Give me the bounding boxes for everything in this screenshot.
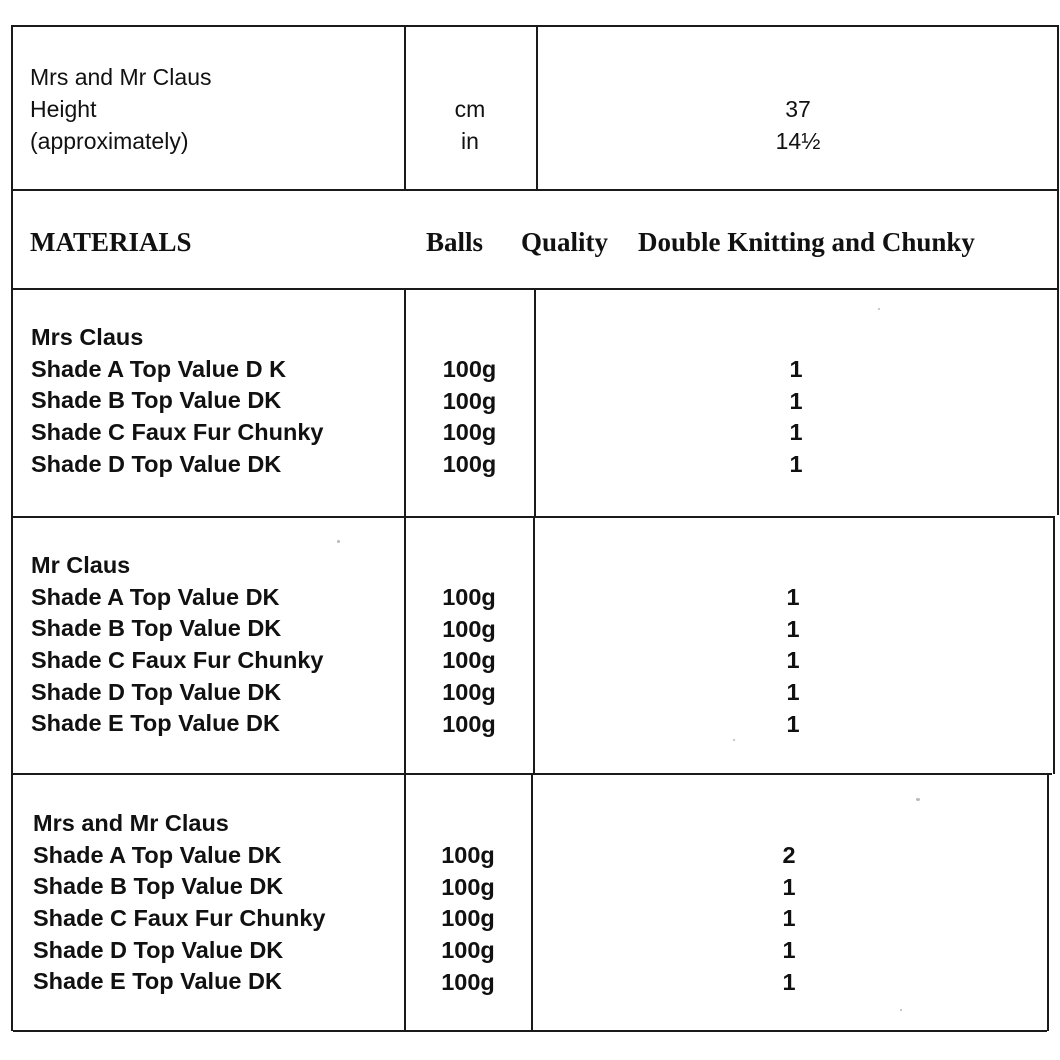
ball-weight: 100g [441, 968, 495, 995]
ball-weight: 100g [441, 842, 495, 868]
shade-name: Shade B Top Value DK [33, 873, 284, 900]
scan-speck [916, 798, 920, 801]
table-rule-after-size [11, 189, 1058, 191]
group-title: Mrs Claus [31, 324, 144, 350]
table-rule-bottom [13, 1030, 1047, 1032]
ball-weight: 100g [442, 710, 496, 737]
ball-weight: 100g [442, 451, 497, 478]
size-label-line: Mrs and Mr Claus [30, 64, 212, 90]
ball-count: 1 [786, 615, 800, 642]
ball-count: 1 [789, 451, 803, 478]
size-label [30, 61, 400, 157]
table-rule-right-lower [1053, 516, 1055, 774]
ball-count: 1 [786, 584, 800, 610]
shade-name: Shade D Top Value DK [31, 678, 282, 705]
size-values [538, 93, 1058, 157]
shade-name: Shade A Top Value DK [31, 583, 280, 610]
group-mrs-claus-shades [31, 322, 403, 480]
ball-weight: 100g [442, 615, 496, 642]
scan-speck [733, 739, 735, 741]
group-mrs-claus-counts [536, 354, 1056, 481]
scan-speck [878, 308, 880, 310]
ball-weight: 100g [441, 905, 495, 932]
ball-count: 1 [782, 905, 796, 932]
size-label-line: (approximately) [30, 128, 189, 154]
ball-count: 1 [782, 937, 796, 964]
shade-name: Shade C Faux Fur Chunky [31, 647, 324, 674]
ball-count: 2 [782, 842, 796, 868]
size-units [405, 93, 535, 157]
ball-weight: 100g [442, 647, 496, 674]
table-rule-left [11, 25, 13, 1031]
ball-count: 1 [782, 873, 796, 900]
ball-count: 1 [782, 968, 796, 995]
shade-name: Shade B Top Value DK [31, 387, 282, 414]
group-mrs-and-mr-claus-shades [33, 808, 403, 998]
scan-speck [900, 1009, 902, 1011]
group-title: Mrs and Mr Claus [33, 810, 229, 836]
group-title: Mr Claus [31, 552, 131, 578]
table-rule-top [11, 25, 1058, 27]
table-rule-right-bottom [1047, 773, 1049, 1031]
ball-weight: 100g [442, 356, 497, 382]
shade-name: Shade C Faux Fur Chunky [31, 419, 324, 446]
group-mrs-and-mr-claus-counts [532, 840, 1046, 998]
scan-speck [337, 540, 340, 543]
ball-count: 1 [786, 710, 800, 737]
materials-title: MATERIALS [30, 227, 192, 257]
group-mr-claus-counts [534, 582, 1052, 740]
group-mrs-and-mr-claus-weights [404, 840, 532, 998]
ball-count: 1 [786, 647, 800, 674]
shade-name: Shade B Top Value DK [31, 615, 282, 642]
shade-name: Shade A Top Value DK [33, 841, 282, 868]
shade-name: Shade C Faux Fur Chunky [33, 905, 326, 932]
size-value: 14½ [775, 128, 821, 154]
shade-name: Shade D Top Value DK [31, 450, 282, 477]
size-unit: cm [454, 96, 486, 122]
materials-yarn-heading: Double Knitting and Chunky [638, 227, 975, 257]
ball-count: 1 [789, 387, 803, 414]
materials-quality-heading: Quality [521, 227, 609, 257]
shade-name: Shade E Top Value DK [31, 710, 280, 737]
shade-name: Shade E Top Value DK [33, 968, 282, 995]
size-unit: in [461, 128, 479, 154]
size-value: 37 [785, 96, 811, 122]
group-mrs-claus-weights [405, 354, 534, 481]
ball-weight: 100g [442, 387, 497, 414]
shade-name: Shade A Top Value D K [31, 355, 287, 382]
size-label-line: Height [30, 96, 97, 122]
ball-count: 1 [786, 679, 800, 706]
materials-balls-heading: Balls [426, 227, 484, 257]
ball-weight: 100g [441, 873, 495, 900]
ball-count: 1 [789, 419, 803, 446]
ball-weight: 100g [442, 419, 497, 446]
group-mr-claus-shades [31, 550, 403, 740]
shade-name: Shade D Top Value DK [33, 936, 284, 963]
ball-weight: 100g [441, 937, 495, 964]
ball-weight: 100g [442, 679, 496, 706]
ball-weight: 100g [442, 584, 496, 610]
ball-count: 1 [789, 356, 803, 382]
group-mr-claus-weights [405, 582, 533, 740]
